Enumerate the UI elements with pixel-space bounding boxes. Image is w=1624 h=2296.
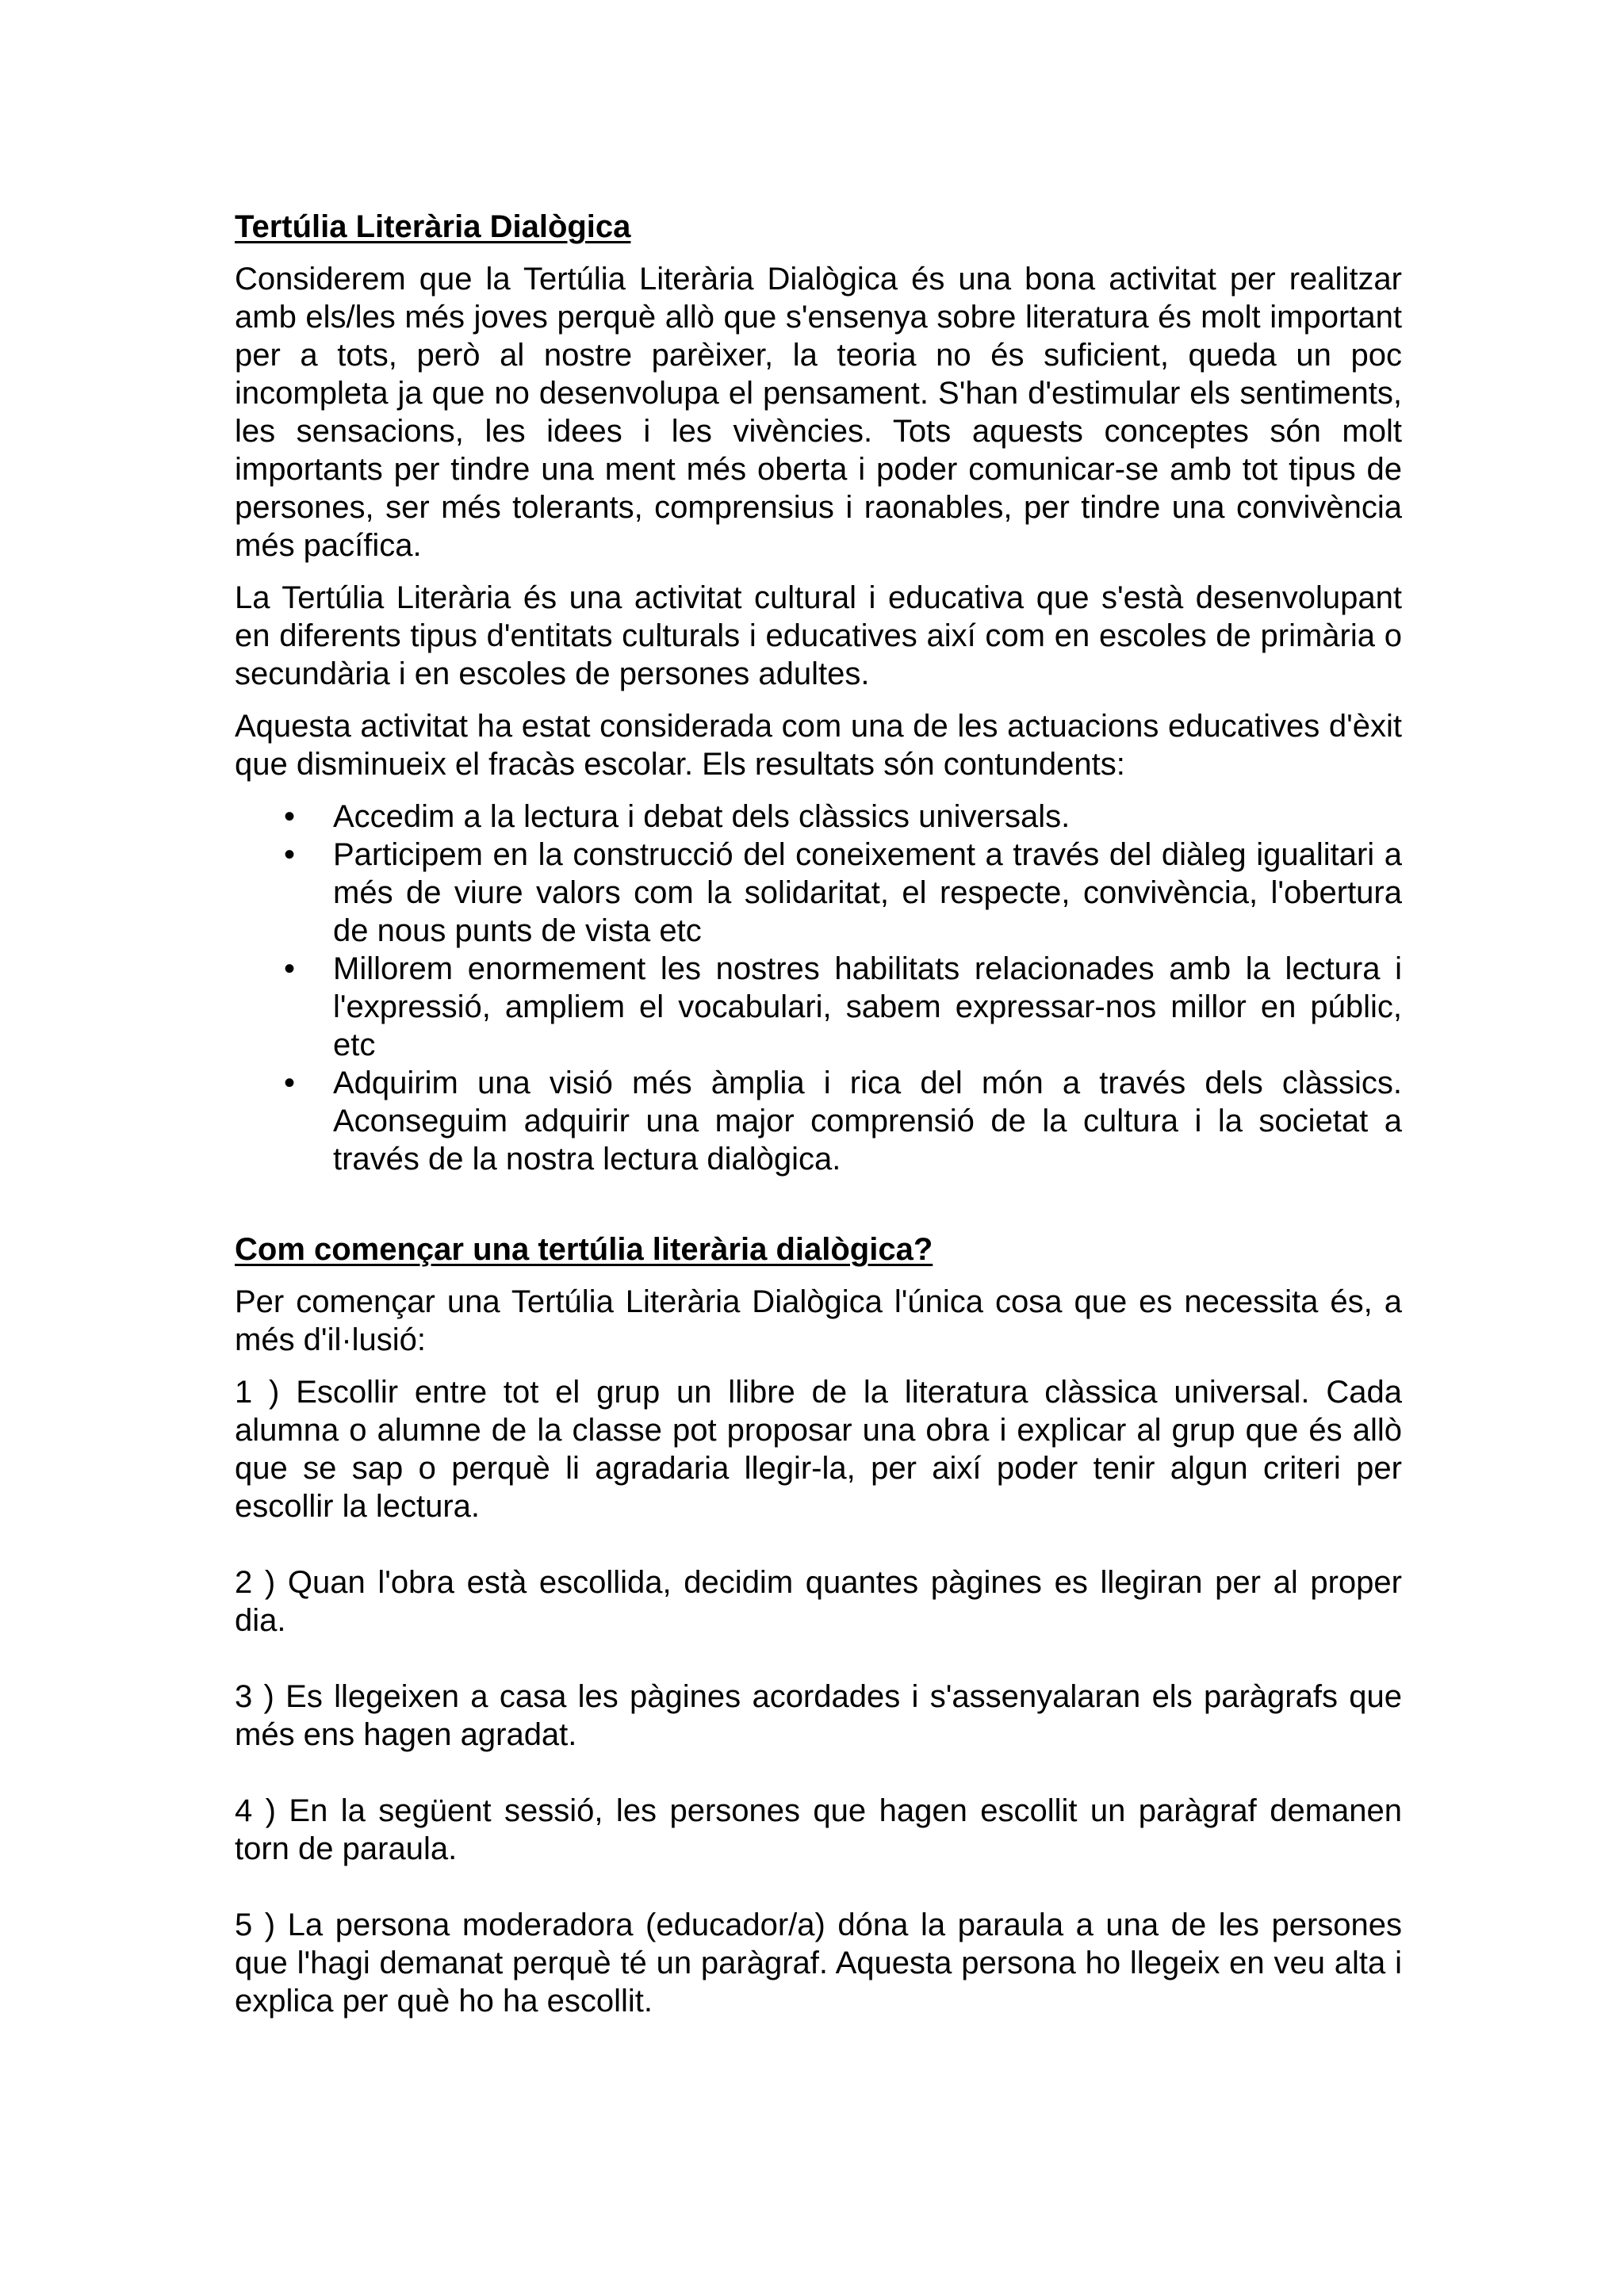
- step-paragraph: 5 ) La persona moderadora (educador/a) dóna la paraula a una de les persones que l'hagi demanat perquè té un paràgraf. Aquesta persona ho llegeix en veu alta i explica per què ho ha escollit.: [235, 1908, 1402, 2019]
- step-paragraph: 2 ) Quan l'obra està escollida, decidim quantes pàgines es llegiran per al proper dia.: [235, 1565, 1402, 1638]
- bullet-icon: •: [284, 951, 296, 986]
- list-item: [235, 836, 1402, 950]
- paragraph-activity: La Tertúlia Literària és una activitat cultural i educativa que s'està desenvolupant en diferents tipus d'entitats culturals i educatives així com en escoles de primària o secundària i en escoles de persones adultes.: [235, 580, 1402, 691]
- document-page: [235, 208, 1402, 2058]
- bullet-icon: •: [284, 837, 296, 872]
- list-item: [235, 1064, 1402, 1178]
- bullet-icon: •: [284, 799, 296, 834]
- list-item-text: Accedim a la lectura i debat dels clàssics universals.: [333, 799, 1071, 834]
- list-item: [235, 950, 1402, 1064]
- section-title-how-to-start: Com començar una tertúlia literària dialògica?: [235, 1232, 933, 1267]
- list-item-text: Participem en la construcció del coneixement a través del diàleg igualitari a més de viure valors com la solidaritat, el respecte, convivència, l'obertura de nous punts de vista etc: [333, 837, 1402, 948]
- results-list: [235, 798, 1402, 1178]
- section-title-tertulia: Tertúlia Literària Dialògica: [235, 209, 631, 244]
- step-paragraph: 4 ) En la següent sessió, les persones que hagen escollit un paràgraf demanen torn de paraula.: [235, 1793, 1402, 1866]
- list-item-text: Millorem enormement les nostres habilitats relacionades amb la lectura i l'expressió, ampliem el vocabulari, sabem expressar-nos millor en públic, etc: [333, 951, 1402, 1062]
- paragraph-intro: Considerem que la Tertúlia Literària Dialògica és una bona activitat per realitzar amb els/les més joves perquè allò que s'ensenya sobre literatura és molt important per a tots, però al nostre parèixer, la teoria no és suficient, queda un poc incompleta ja que no desenvolupa el pensament. S'han d'estimular els sentiments, les sensacions, les idees i les vivències. Tots aquests conceptes són molt importants per tindre una ment més oberta i poder comunicar-se amb tot tipus de persones, ser més tolerants, comprensius i raonables, per tindre una convivència més pacífica.: [235, 262, 1402, 563]
- step-paragraph: 3 ) Es llegeixen a casa les pàgines acordades i s'assenyalaran els paràgrafs que més ens hagen agradat.: [235, 1679, 1402, 1752]
- paragraph-results: Aquesta activitat ha estat considerada com una de les actuacions educatives d'èxit que disminueix el fracàs escolar. Els resultats són contundents:: [235, 709, 1402, 782]
- section-spacer: [235, 1192, 1402, 1230]
- list-item-text: Adquirim una visió més àmplia i rica del món a través dels clàssics. Aconseguim adquirir una major comprensió de la cultura i la societat a través de la nostra lectura dialògica.: [333, 1066, 1402, 1177]
- paragraph-how-to-intro: Per començar una Tertúlia Literària Dialògica l'única cosa que es necessita és, a més d'il·lusió:: [235, 1284, 1402, 1357]
- bullet-icon: •: [284, 1066, 296, 1100]
- step-paragraph: 1 ) Escollir entre tot el grup un llibre de la literatura clàssica universal. Cada alumna o alumne de la classe pot proposar una obra i explicar al grup que és allò que se sap o perquè li agradaria llegir-la, per així poder tenir algun criteri per escollir la lectura.: [235, 1375, 1402, 1524]
- list-item: [235, 798, 1402, 836]
